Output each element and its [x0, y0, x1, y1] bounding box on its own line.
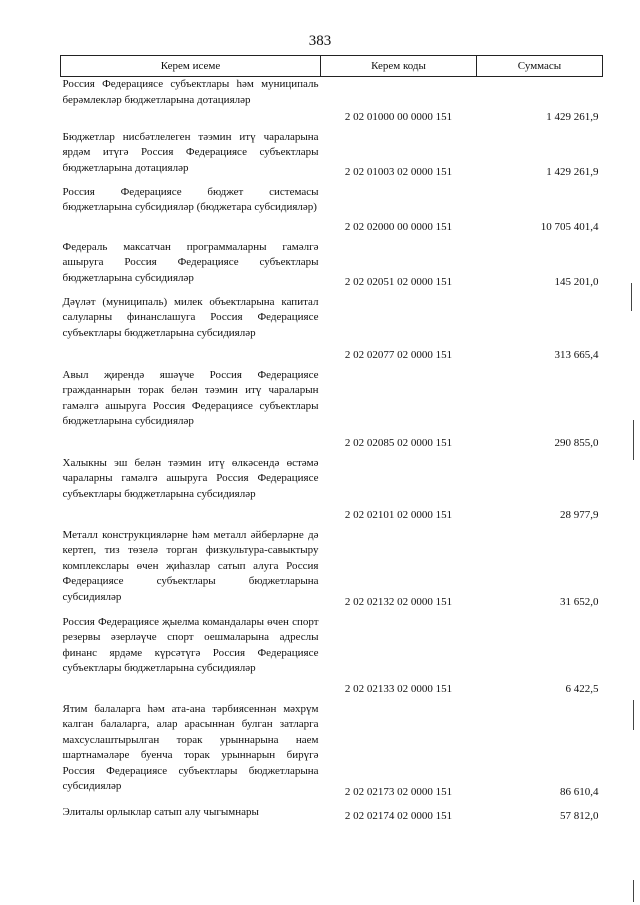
row-sum: 57 812,0 — [560, 810, 599, 822]
row-code: 2 02 01000 00 0000 151 — [344, 111, 453, 123]
row-code: 2 02 02173 02 0000 151 — [344, 786, 453, 798]
scan-margin-mark — [633, 880, 634, 902]
table-row — [61, 612, 603, 699]
row-code: 2 02 02132 02 0000 151 — [344, 596, 453, 608]
row-sum: 290 855,0 — [554, 437, 599, 449]
row-sum: 10 705 401,4 — [540, 221, 599, 233]
table-row — [61, 453, 603, 525]
table-row — [61, 182, 603, 237]
row-sum: 86 610,4 — [560, 786, 599, 798]
row-sum: 31 652,0 — [560, 596, 599, 608]
row-name: Металл конструкцияләрне һәм металл әйберләрне дә кертеп, тиз төзелә торган физкультура-савыктыру комплекслары өчен җиһазлар сатып алуга Россия Федерациясе субъектлары бюджетларына субсидияләр — [62, 528, 319, 603]
header-sum: Суммасы — [477, 56, 603, 77]
row-name: Россия Федерациясе җыелма командалары өчен спорт резервы әзерләүче спорт оешмаларына адреслы финанс ярдәме күрсәтүгә Россия Федерациясе субъектлары бюджетларына субсидияләр — [62, 615, 319, 674]
row-name: Халыкны эш белән тәэмин итү өлкәсендә өстәмә чараларны гамәлгә ашыруга Россия Федерациясе субъектлары бюджетларына субсидияләр — [62, 456, 319, 500]
row-code: 2 02 02000 00 0000 151 — [344, 221, 453, 233]
row-code: 2 02 01003 02 0000 151 — [344, 166, 453, 178]
header-name: Керем исеме — [61, 56, 321, 77]
row-name: Россия Федерациясе бюджет системасы бюджетларына субсидияләр (бюджетара субсидияләр) — [62, 185, 319, 213]
page-number: 383 — [308, 33, 332, 49]
row-name: Дәүләт (муниципаль) милек объектларына капитал салуларны финанслашуга Россия Федерациясе субъектлары бюджетларына субсидияләр — [62, 295, 319, 339]
row-name: Элиталы орлыклар сатып алу чыгымнары — [62, 805, 259, 818]
table-row — [61, 365, 603, 453]
table-row — [61, 699, 603, 802]
row-name: Бюджетлар нисбәтлелеген тәэмин итү чараларына ярдәм итүгә Россия Федерациясе субъектлары бюджетларына дотацияләр — [62, 130, 319, 174]
row-code: 2 02 02077 02 0000 151 — [344, 349, 453, 361]
row-sum: 145 201,0 — [554, 276, 599, 288]
row-code: 2 02 02133 02 0000 151 — [344, 683, 453, 695]
table-row — [61, 237, 603, 292]
revenue-table — [60, 55, 603, 826]
row-name: Федераль максатчан программаларны гамәлгә ашыруга Россия Федерациясе субъектлары бюджетларына субсидияләр — [62, 240, 319, 284]
row-sum: 28 977,9 — [560, 509, 599, 521]
table-row — [61, 802, 603, 826]
row-code: 2 02 02085 02 0000 151 — [344, 437, 453, 449]
row-name: Россия Федерациясе субъектлары һәм муниципаль берәмлекләр бюджетларына дотацияләр — [62, 78, 319, 106]
header-code: Керем коды — [321, 56, 477, 77]
scan-margin-mark — [631, 283, 632, 311]
row-code: 2 02 02051 02 0000 151 — [344, 276, 453, 288]
row-code: 2 02 02174 02 0000 151 — [344, 810, 453, 822]
row-code: 2 02 02101 02 0000 151 — [344, 509, 453, 521]
table-header-row — [61, 56, 603, 77]
scan-margin-mark — [633, 700, 634, 730]
row-sum: 6 422,5 — [565, 683, 599, 695]
row-name: Ятим балаларга һәм ата-ана тәрбиясеннән мәхрүм калган балаларга, алар арасыннан булган затларга махсуслаштырылган торак урыннарына наем шартнамәләре буенча торак урыннарын бирүгә Россия Федерациясе субъектлары бюджетларына субсидияләр — [62, 702, 319, 792]
row-name: Авыл җирендә яшәүче Россия Федерациясе гражданнарын торак белән тәэмин итү чараларын гамәлгә ашыруга Россия Федерациясе субъектлары бюджетларына субсидияләр — [62, 368, 319, 427]
table-row — [61, 292, 603, 365]
row-sum: 1 429 261,9 — [546, 111, 599, 123]
row-sum: 313 665,4 — [554, 349, 599, 361]
row-sum: 1 429 261,9 — [546, 166, 599, 178]
table-row — [61, 77, 603, 127]
table-row — [61, 525, 603, 612]
scan-margin-mark — [633, 420, 634, 460]
table-row — [61, 127, 603, 182]
